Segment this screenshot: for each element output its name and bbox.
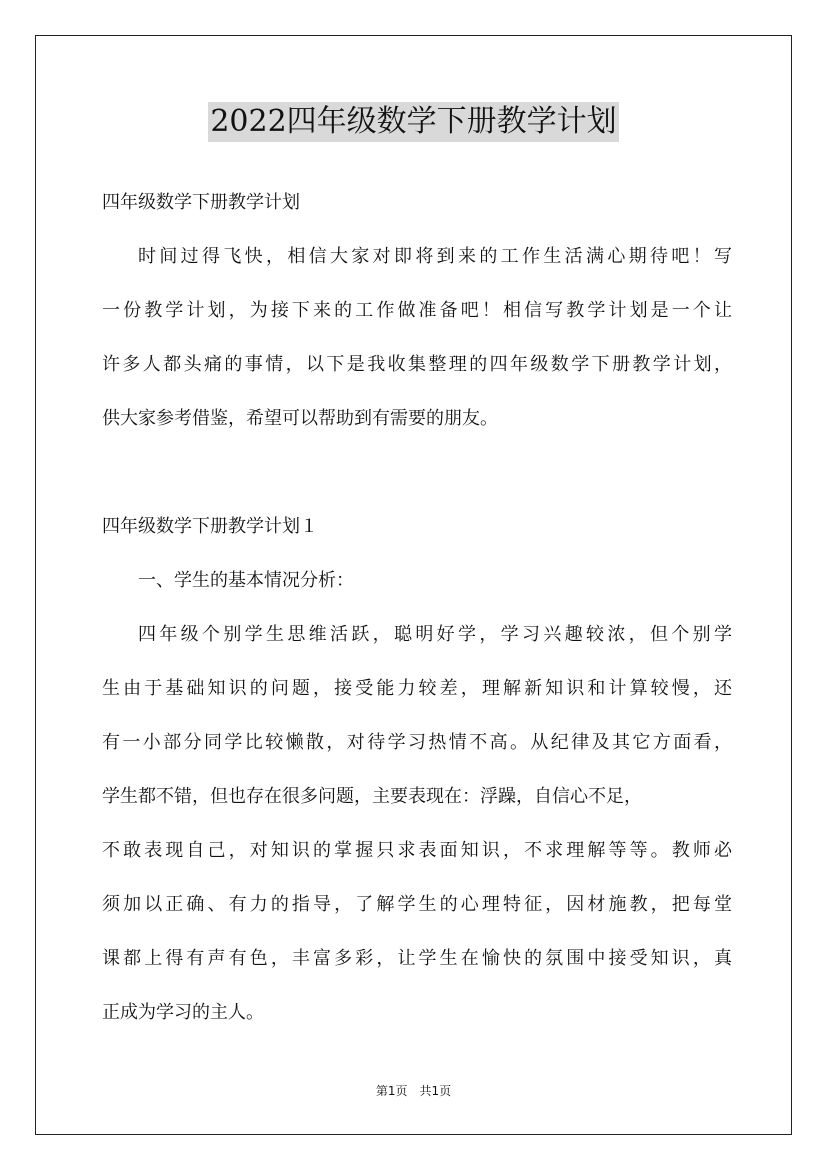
document-title: 2022四年级数学下册教学计划 — [208, 102, 618, 142]
paragraph-line: 正成为学习的主人。 — [102, 1002, 264, 1023]
paragraph-line: 课都上得有声有色，丰富多彩，让学生在愉快的氛围中接受知识，真 — [102, 948, 732, 969]
paragraph-line: 有一小部分同学比较懒散，对待学习热情不高。从纪律及其它方面看， — [102, 732, 732, 753]
paragraph-line: 不敢表现自己，对知识的掌握只求表面知识，不求理解等等。教师必 — [102, 840, 732, 861]
paragraph-line: 生由于基础知识的问题，接受能力较差，理解新知识和计算较慢，还 — [102, 678, 732, 699]
document-body — [102, 176, 732, 1040]
paragraph-line: 四年级个别学生思维活跃，聪明好学，学习兴趣较浓，但个别学 — [138, 624, 732, 645]
paragraph-line: 供大家参考借鉴，希望可以帮助到有需要的朋友。 — [102, 408, 498, 429]
paragraph-line: 学生都不错，但也存在很多问题，主要表现在：浮躁，自信心不足， — [102, 786, 642, 807]
blank-line — [102, 446, 732, 500]
section-heading: 四年级数学下册教学计划１ — [102, 516, 318, 537]
title-container — [0, 102, 827, 142]
paragraph-line: 一份教学计划，为接下来的工作做准备吧！相信写教学计划是一个让 — [102, 300, 732, 321]
paragraph-line: 许多人都头痛的事情，以下是我收集整理的四年级数学下册教学计划， — [102, 354, 732, 375]
paragraph-line: 须加以正确、有力的指导，了解学生的心理特征，因材施教，把每堂 — [102, 894, 732, 915]
intro-heading: 四年级数学下册教学计划 — [102, 192, 300, 213]
page-footer: 第1页 共1页 — [375, 1084, 452, 1098]
paragraph-line: 时间过得飞快，相信大家对即将到来的工作生活满心期待吧！写 — [138, 246, 732, 267]
subsection-heading: 一、学生的基本情况分析： — [138, 570, 354, 591]
